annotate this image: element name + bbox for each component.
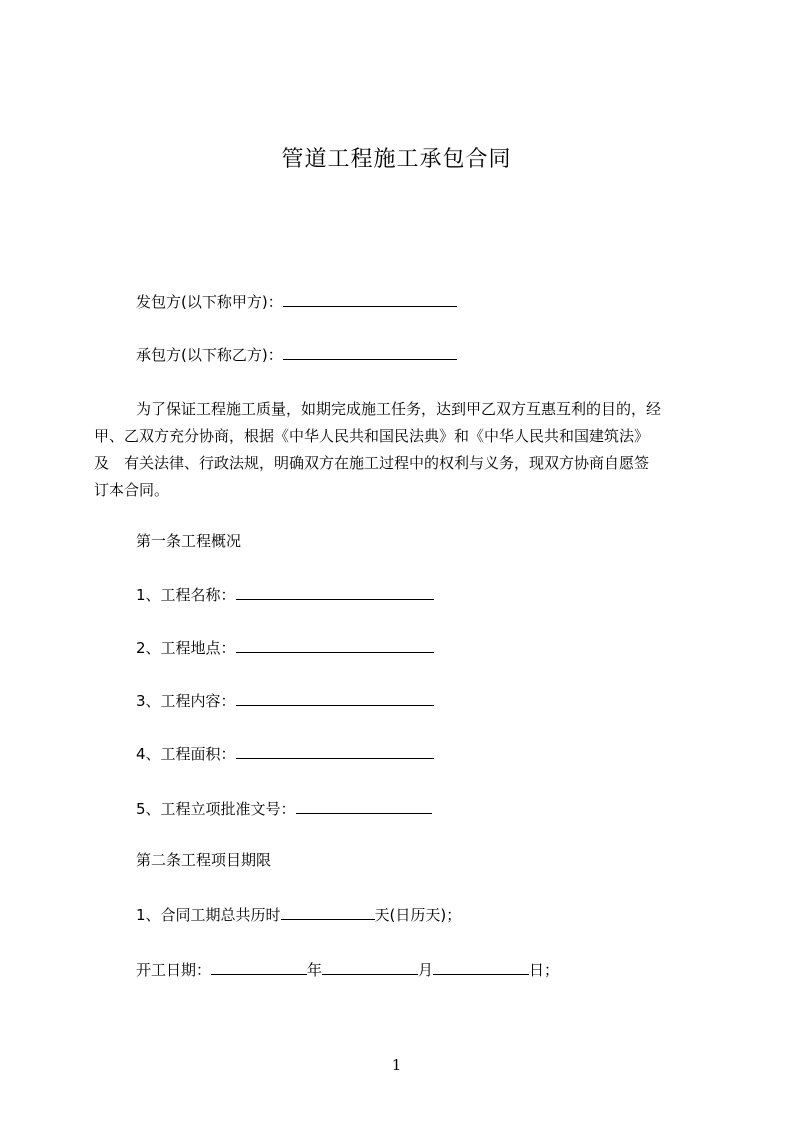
intro-line-3: 及 有关法律、行政法规，明确双方在施工过程中的权利与义务，现双方协商自愿签 xyxy=(94,454,650,472)
project-area-line xyxy=(136,743,434,764)
start-day-label: 日； xyxy=(529,961,560,979)
project-area-label: 4、工程面积： xyxy=(136,745,236,763)
page-title: 管道工程施工承包合同 xyxy=(281,147,512,172)
project-area-blank[interactable] xyxy=(236,743,434,759)
start-year-blank[interactable] xyxy=(211,959,307,975)
project-location-label: 2、工程地点： xyxy=(136,639,236,657)
project-name-label: 1、工程名称： xyxy=(136,586,236,604)
page-number: 1 xyxy=(391,1056,402,1074)
intro-line-2: 甲、乙双方充分协商，根据《中华人民共和国民法典》和《中华人民共和国建筑法》 xyxy=(94,427,650,445)
start-month-label: 月 xyxy=(418,961,434,979)
start-month-blank[interactable] xyxy=(322,959,418,975)
article2-heading: 第二条工程项目期限 xyxy=(136,851,272,869)
duration-prefix: 1、合同工期总共历时 xyxy=(136,906,281,924)
duration-suffix: 天(日历天)； xyxy=(374,906,462,924)
project-name-line xyxy=(136,584,434,605)
start-date-line xyxy=(136,959,559,980)
intro-line-4: 订本合同。 xyxy=(94,481,170,499)
project-content-blank[interactable] xyxy=(236,690,434,706)
approval-number-label: 5、工程立项批准文号： xyxy=(136,800,296,818)
duration-line xyxy=(136,904,461,925)
party-a-blank[interactable] xyxy=(283,291,457,307)
party-b-label: 承包方(以下称乙方)： xyxy=(136,346,283,364)
project-content-label: 3、工程内容： xyxy=(136,692,236,710)
approval-number-blank[interactable] xyxy=(296,798,432,814)
project-content-line xyxy=(136,690,434,711)
party-b-line xyxy=(136,344,457,365)
start-year-label: 年 xyxy=(307,961,323,979)
party-a-line xyxy=(136,291,457,312)
project-name-blank[interactable] xyxy=(236,584,434,600)
intro-line-1: 为了保证工程施工质量，如期完成施工任务，达到甲乙双方互惠互利的目的，经 xyxy=(136,400,662,418)
project-location-blank[interactable] xyxy=(236,637,434,653)
party-b-blank[interactable] xyxy=(283,344,457,360)
duration-blank[interactable] xyxy=(281,904,375,920)
start-date-label: 开工日期： xyxy=(136,961,212,979)
project-location-line xyxy=(136,637,434,658)
article1-heading: 第一条工程概况 xyxy=(136,532,242,550)
approval-number-line xyxy=(136,798,432,819)
start-day-blank[interactable] xyxy=(433,959,529,975)
party-a-label: 发包方(以下称甲方)： xyxy=(136,293,283,311)
